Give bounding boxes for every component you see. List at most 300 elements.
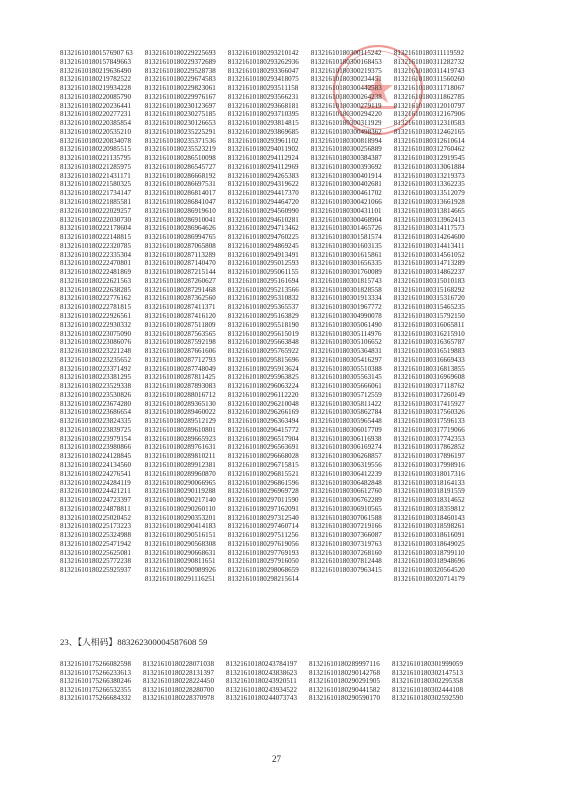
code-entry: 81321610180287563565 xyxy=(144,329,216,338)
code-entry: 81321610180294713462 xyxy=(227,224,299,233)
code-column xyxy=(392,660,463,703)
code-entry: 81321610180317560326 xyxy=(393,408,465,417)
code-entry: 81321610180314264600 xyxy=(393,233,465,242)
code-entry: 81321610180295012593 xyxy=(227,259,299,268)
code-entry: 81321610180229823061 xyxy=(144,84,216,93)
code-entry: 81321610180223686654 xyxy=(60,408,131,417)
code-entry: 81321610180223086076 xyxy=(60,338,131,347)
code-entry: 81321610180313362235 xyxy=(393,180,465,189)
code-entry: 81321610180225625081 xyxy=(60,548,131,557)
code-entry: 81321610180222781815 xyxy=(60,303,131,312)
code-entry: 81321610180290353201 xyxy=(144,513,216,522)
code-entry: 81321610180287215144 xyxy=(144,268,216,277)
code-entry: 81321610180317862852 xyxy=(393,443,465,452)
code-entry: 81321610180290414183 xyxy=(144,522,216,531)
code-entry: 81321610180224421211 xyxy=(60,487,131,496)
code-entry: 81321610180293210142 xyxy=(227,49,299,57)
code-column xyxy=(143,660,214,703)
code-entry: 81321610180220535210 xyxy=(60,127,131,136)
code-entry: 81321610180293869685 xyxy=(227,127,299,136)
code-entry: 81321610180312310583 xyxy=(393,119,465,128)
code-entry: 81321610180300393692 xyxy=(310,162,382,171)
code-entry: 81321610180294610281 xyxy=(227,215,299,224)
code-entry: 81321610180315168292 xyxy=(393,285,465,294)
code-entry: 81321610180229528738 xyxy=(144,66,216,75)
code-entry: 81321610180301815743 xyxy=(310,276,382,285)
code-entry: 81321610180286545727 xyxy=(144,162,216,171)
code-entry: 81321610180222320785 xyxy=(60,241,131,250)
code-entry: 81321610180311282732 xyxy=(393,57,465,66)
code-entry: 81321610180296563691 xyxy=(227,443,299,452)
code-list-bottom xyxy=(60,660,463,703)
code-entry: 81321610180221580325 xyxy=(60,180,131,189)
code-entry: 81321610180293814815 xyxy=(227,119,299,128)
code-entry: 81321610180305364831 xyxy=(310,347,382,356)
code-entry: 81321610180221885581 xyxy=(60,198,131,207)
code-entry: 81321610180223529338 xyxy=(60,382,131,391)
code-entry: 81321610180300256889 xyxy=(310,145,382,154)
code-column xyxy=(311,49,382,584)
code-entry: 81321610180290142768 xyxy=(309,668,380,677)
code-entry: 81321610180286964626 xyxy=(144,224,216,233)
code-entry: 81321610180306762289 xyxy=(310,496,382,505)
code-entry: 81321610180301828558 xyxy=(310,285,382,294)
code-column xyxy=(145,49,216,584)
code-entry: 81321610180294760225 xyxy=(227,233,299,242)
code-entry: 81321610180224284119 xyxy=(60,478,131,487)
code-entry: 81321610180307061588 xyxy=(310,513,382,522)
code-entry: 81321610180314117573 xyxy=(393,224,465,233)
code-entry: 81321610180223839725 xyxy=(60,425,131,434)
code-entry: 81321610180290568308 xyxy=(144,539,216,548)
code-entry: 81321610180306116938 xyxy=(310,434,382,443)
code-entry: 81321610180315465235 xyxy=(393,303,465,312)
code-entry: 81321610180223235652 xyxy=(60,355,131,364)
code-entry: 81321610180287893083 xyxy=(144,382,216,391)
code-entry: 81321610180290590170 xyxy=(309,694,380,703)
code-entry: 81321610180311560260 xyxy=(393,75,465,84)
code-entry: 81321610180229225693 xyxy=(144,49,216,57)
code-entry: 81321610180294265383 xyxy=(227,171,299,180)
code-entry: 81321610180318460143 xyxy=(393,513,465,522)
code-entry: 81321610180306482848 xyxy=(310,478,382,487)
code-entry: 81321610180228280700 xyxy=(143,685,214,694)
code-entry: 81321610180296969728 xyxy=(227,487,299,496)
code-column xyxy=(60,660,131,703)
code-entry: 81321610180301615861 xyxy=(310,250,382,259)
code-entry: 81321610180318314652 xyxy=(393,496,465,505)
code-entry: 81321610180301465726 xyxy=(310,224,382,233)
code-entry: 81321610180293262936 xyxy=(227,57,299,66)
code-entry: 81321610180304990078 xyxy=(310,311,382,320)
code-entry: 81321610180294112969 xyxy=(227,162,299,171)
code-entry: 81321610180287260627 xyxy=(144,276,216,285)
code-entry: 81321610180223530826 xyxy=(60,390,131,399)
code-entry: 81321610180220236441 xyxy=(60,101,131,110)
code-entry: 81321610180311419743 xyxy=(393,66,465,75)
code-entry: 81321610180300294220 xyxy=(310,110,382,119)
code-entry: 81321610180306910565 xyxy=(310,504,382,513)
code-entry: 81321610180223674280 xyxy=(60,399,131,408)
code-entry: 81321610180317742353 xyxy=(393,434,465,443)
code-entry: 813216101801576907 63 xyxy=(60,49,133,57)
code-entry: 81321610180300402681 xyxy=(310,180,382,189)
code-entry: 81321610180291116251 xyxy=(144,574,216,583)
code-entry: 81321610180302444108 xyxy=(392,685,463,694)
code-entry: 81321610180225925937 xyxy=(60,566,131,575)
code-entry: 81321610180300431101 xyxy=(310,206,382,215)
code-entry: 81321610180290260110 xyxy=(144,504,216,513)
code-entry: 81321610180317596133 xyxy=(393,417,465,426)
code-entry: 81321610180295615019 xyxy=(227,329,299,338)
code-entry: 81321610180302295358 xyxy=(392,677,463,686)
code-entry: 81321610180312010797 xyxy=(393,101,465,110)
code-entry: 81321610180312167906 xyxy=(393,110,465,119)
code-entry: 81321610180306612760 xyxy=(310,487,382,496)
code-entry: 81321610180300311929 xyxy=(310,119,382,128)
code-entry: 81321610180294560990 xyxy=(227,206,299,215)
code-entry: 81321610180286841047 xyxy=(144,198,216,207)
code-entry: 81321610180222621563 xyxy=(60,276,131,285)
code-list-top xyxy=(60,49,465,584)
code-entry: 81321610180287411371 xyxy=(144,303,216,312)
code-entry: 81321610180222148815 xyxy=(60,233,131,242)
code-entry: 81321610180290441582 xyxy=(309,685,380,694)
code-entry: 81321610180288016712 xyxy=(144,390,216,399)
code-entry: 81321610180297460714 xyxy=(227,522,299,531)
code-entry: 81321610180296517904 xyxy=(227,434,299,443)
code-entry: 81321610180316969608 xyxy=(393,373,465,382)
code-entry: 81321610180286919610 xyxy=(144,206,216,215)
code-entry: 81321610180243838623 xyxy=(226,668,297,677)
code-entry: 81321610180300498362 xyxy=(310,127,382,136)
code-entry: 81321610180320714179 xyxy=(393,574,465,583)
code-entry: 81321610180222776162 xyxy=(60,294,131,303)
code-entry: 81321610180221734147 xyxy=(60,189,131,198)
code-entry: 81321610180224723397 xyxy=(60,496,131,505)
code-entry: 81321610180222335304 xyxy=(60,250,131,259)
code-entry: 81321610180229674583 xyxy=(144,75,216,84)
code-entry: 81321610180318017316 xyxy=(393,469,465,478)
code-entry: 81321610180243784197 xyxy=(226,660,297,668)
code-entry: 81321610180317896197 xyxy=(393,452,465,461)
code-entry: 81321610180305106652 xyxy=(310,338,382,347)
code-entry: 81321610180228131397 xyxy=(143,668,214,677)
code-entry: 81321610180305666061 xyxy=(310,382,382,391)
code-entry: 81321610180300384387 xyxy=(310,154,382,163)
code-entry: 81321610180295518190 xyxy=(227,320,299,329)
code-entry: 81321610180307319763 xyxy=(310,539,382,548)
code-entry: 81321610180287712793 xyxy=(144,355,216,364)
code-entry: 81321610180295663848 xyxy=(227,338,299,347)
code-entry: 81321610180222030730 xyxy=(60,215,131,224)
code-entry: 81321610180286668192 xyxy=(144,171,216,180)
code-entry: 81321610180313219373 xyxy=(393,171,465,180)
code-entry: 81321610180311862785 xyxy=(393,92,465,101)
code-column xyxy=(226,660,297,703)
code-column xyxy=(309,660,380,703)
code-entry: 81321610180235225291 xyxy=(144,127,216,136)
code-entry: 81321610180301913334 xyxy=(310,294,382,303)
code-entry: 81321610180300168453 xyxy=(310,57,382,66)
code-entry: 81321610180300468904 xyxy=(310,215,382,224)
code-entry: 81321610180290291905 xyxy=(309,677,380,686)
code-entry: 81321610180223371492 xyxy=(60,364,131,373)
code-entry: 81321610180289912381 xyxy=(144,460,216,469)
code-entry: 81321610180229372689 xyxy=(144,57,216,66)
code-entry: 81321610180300421066 xyxy=(310,198,382,207)
code-entry: 81321610180222481869 xyxy=(60,268,131,277)
code-entry: 81321610180287592198 xyxy=(144,338,216,347)
code-entry: 81321610180306412239 xyxy=(310,469,382,478)
code-entry: 81321610180314713289 xyxy=(393,259,465,268)
code-entry: 81321610180286910041 xyxy=(144,215,216,224)
code-entry: 81321610180305862784 xyxy=(310,408,382,417)
code-entry: 81321610180289960870 xyxy=(144,469,216,478)
code-entry: 81321610180301656335 xyxy=(310,259,382,268)
code-entry: 81321610180317118762 xyxy=(393,382,465,391)
code-entry: 81321610180224276541 xyxy=(60,469,131,478)
code-entry: 81321610180243920511 xyxy=(226,677,297,686)
code-entry: 81321610180223980866 xyxy=(60,443,131,452)
code-entry: 81321610180222638285 xyxy=(60,285,131,294)
code-entry: 81321610180223381295 xyxy=(60,373,131,382)
code-entry: 81321610180223979154 xyxy=(60,434,131,443)
code-entry: 81321610180316519883 xyxy=(393,347,465,356)
code-entry: 81321610180287511809 xyxy=(144,320,216,329)
code-entry: 81321610180293511158 xyxy=(227,84,299,93)
code-entry: 81321610180290066965 xyxy=(144,478,216,487)
code-entry: 81321610180300818994 xyxy=(310,136,382,145)
code-entry: 81321610180318598261 xyxy=(393,522,465,531)
code-column xyxy=(228,49,299,584)
code-entry: 81321610180314862237 xyxy=(393,268,465,277)
code-entry: 81321610180313814665 xyxy=(393,206,465,215)
code-entry: 81321610180286814017 xyxy=(144,189,216,198)
code-entry: 81321610180230123697 xyxy=(144,101,216,110)
code-entry: 81321610180294011902 xyxy=(227,145,299,154)
code-entry: 81321610180289810211 xyxy=(144,452,216,461)
code-entry: 81321610180311119592 xyxy=(393,49,465,57)
code-entry: 81321610180223221248 xyxy=(60,347,131,356)
code-entry: 81321610180220277231 xyxy=(60,110,131,119)
code-entry: 81321610180287661606 xyxy=(144,347,216,356)
code-entry: 81321610180297619056 xyxy=(227,539,299,548)
code-entry: 81321610180301603135 xyxy=(310,241,382,250)
code-entry: 81321610180289665923 xyxy=(144,434,216,443)
code-entry: 81321610180315010183 xyxy=(393,276,465,285)
code-entry: 81321610180287140470 xyxy=(144,259,216,268)
code-entry: 81321610180287416120 xyxy=(144,311,216,320)
code-entry: 81321610180307812448 xyxy=(310,557,382,566)
code-entry: 81321610180287362560 xyxy=(144,294,216,303)
code-entry: 81321610180290516151 xyxy=(144,531,216,540)
code-entry: 81321610180294913491 xyxy=(227,250,299,259)
code-entry: 81321610180293668181 xyxy=(227,101,299,110)
code-entry: 81321610180221285975 xyxy=(60,162,131,171)
code-entry: 81321610180219636490 xyxy=(60,66,131,75)
code-entry: 81321610180225471942 xyxy=(60,539,131,548)
code-entry: 81321610180223824335 xyxy=(60,417,131,426)
code-entry: 81321610180312610614 xyxy=(393,136,465,145)
code-entry: 81321610180295815696 xyxy=(227,355,299,364)
code-entry: 81321610180312462165 xyxy=(393,127,465,136)
code-entry: 81321610180290668631 xyxy=(144,548,216,557)
code-entry: 81321610180302592590 xyxy=(392,694,463,703)
code-entry: 81321610180316669433 xyxy=(393,355,465,364)
code-entry: 81321610180289460022 xyxy=(144,408,216,417)
code-column xyxy=(394,49,465,584)
code-entry: 81321610180317260149 xyxy=(393,390,465,399)
code-entry: 81321610180297162091 xyxy=(227,504,299,513)
code-entry: 81321610180312760462 xyxy=(393,145,465,154)
code-entry: 81321610180300264238 xyxy=(310,92,382,101)
code-entry: 81321610180289610801 xyxy=(144,425,216,434)
code-entry: 81321610180295213566 xyxy=(227,285,299,294)
code-entry: 81321610180289997116 xyxy=(309,660,380,668)
code-entry: 81321610180312919545 xyxy=(393,154,465,163)
code-entry: 81321610180297011590 xyxy=(227,496,299,505)
code-entry: 81321610180305510388 xyxy=(310,364,382,373)
code-entry: 81321610180222029257 xyxy=(60,206,131,215)
code-entry: 81321610180295163829 xyxy=(227,311,299,320)
code-entry: 81321610180306017709 xyxy=(310,425,382,434)
code-entry: 81321610180228071038 xyxy=(143,660,214,668)
section-title: 【人相码】 xyxy=(77,637,118,647)
code-entry: 81321610180318191559 xyxy=(393,487,465,496)
code-entry: 81321610180313661928 xyxy=(393,198,465,207)
code-entry: 81321610180301581574 xyxy=(310,233,382,242)
code-entry: 81321610180297769193 xyxy=(227,548,299,557)
code-entry: 81321610180297312540 xyxy=(227,513,299,522)
code-entry: 81321610180289365130 xyxy=(144,399,216,408)
code-entry: 81321610180220385854 xyxy=(60,119,131,128)
code-entry: 81321610180287291468 xyxy=(144,285,216,294)
code-entry: 81321610180294464720 xyxy=(227,198,299,207)
code-entry: 81321610180300279119 xyxy=(310,101,382,110)
code-entry: 81321610180225173223 xyxy=(60,522,131,531)
code-entry: 81321610180221431171 xyxy=(60,171,131,180)
code-entry: 81321610180222178604 xyxy=(60,224,131,233)
code-entry: 81321610180317998916 xyxy=(393,460,465,469)
code-entry: 81321610180295161694 xyxy=(227,276,299,285)
code-entry: 81321610180286697531 xyxy=(144,180,216,189)
code-entry: 81321610180296415772 xyxy=(227,425,299,434)
code-entry: 81321610180307268160 xyxy=(310,548,382,557)
code-entry: 81321610180301999059 xyxy=(392,660,463,668)
code-entry: 81321610180223075090 xyxy=(60,329,131,338)
code-entry: 81321610180318948696 xyxy=(393,557,465,566)
code-entry: 81321610180286510098 xyxy=(144,154,216,163)
code-entry: 81321610175266380246 xyxy=(60,677,131,686)
code-entry: 81321610180316065811 xyxy=(393,320,465,329)
code-entry: 81321610180220834078 xyxy=(60,136,131,145)
code-entry: 81321610180289512129 xyxy=(144,417,216,426)
code-entry: 81321610180219782522 xyxy=(60,75,131,84)
code-entry: 81321610180300461702 xyxy=(310,189,382,198)
code-entry: 81321610180220085790 xyxy=(60,92,131,101)
code-entry: 81321610180286994765 xyxy=(144,233,216,242)
code-entry: 81321610180297511256 xyxy=(227,531,299,540)
code-entry: 81321610180306268857 xyxy=(310,452,382,461)
code-entry: 81321610180313962413 xyxy=(393,215,465,224)
code-entry: 81321610180296063224 xyxy=(227,382,299,391)
code-entry: 81321610180293418075 xyxy=(227,75,299,84)
code-entry: 81321610175266082598 xyxy=(60,660,131,668)
code-entry: 81321610180287748049 xyxy=(144,364,216,373)
code-entry: 81321610180219934228 xyxy=(60,84,131,93)
code-entry: 81321610180244073743 xyxy=(226,694,297,703)
code-entry: 81321610180313061884 xyxy=(393,162,465,171)
code-entry: 81321610180300219375 xyxy=(310,66,382,75)
code-entry: 81321610180305061490 xyxy=(310,320,382,329)
code-entry: 81321610180296266169 xyxy=(227,408,299,417)
code-entry: 81321610180293961102 xyxy=(227,136,299,145)
code-entry: 81321610180235523219 xyxy=(144,145,216,154)
code-entry: 81321610180225324988 xyxy=(60,531,131,540)
code-entry: 81321610180307219166 xyxy=(310,522,382,531)
code-entry: 81321610180305811422 xyxy=(310,399,382,408)
code-entry: 81321610180293710395 xyxy=(227,110,299,119)
code-entry: 81321610180294417370 xyxy=(227,189,299,198)
code-entry: 81321610180287113289 xyxy=(144,250,216,259)
code-entry: 81321610175266233613 xyxy=(60,668,131,677)
code-entry: 81321610180222926561 xyxy=(60,311,131,320)
code-entry: 81321610180293366047 xyxy=(227,66,299,75)
code-entry: 81321610180228224450 xyxy=(143,677,214,686)
code-entry: 81321610180225772238 xyxy=(60,557,131,566)
code-entry: 81321610180229976167 xyxy=(144,92,216,101)
code-entry: 81321610180298068659 xyxy=(227,566,299,575)
code-entry: 81321610180317719066 xyxy=(393,425,465,434)
page-number: 27 xyxy=(272,754,281,764)
code-entry: 81321610180305712559 xyxy=(310,390,382,399)
code-entry: 81321610180295963825 xyxy=(227,373,299,382)
code-entry: 81321610180296815521 xyxy=(227,469,299,478)
code-entry: 81321610180311718067 xyxy=(393,84,465,93)
code-entry: 81321610180313512079 xyxy=(393,189,465,198)
code-entry: 81321610180307963415 xyxy=(310,566,382,575)
code-entry: 81321610180315316720 xyxy=(393,294,465,303)
code-entry: 81321610180305965448 xyxy=(310,417,382,426)
code-column xyxy=(60,49,133,584)
code-entry: 81321610180301967772 xyxy=(310,303,382,312)
code-entry: 81321610180306319556 xyxy=(310,460,382,469)
code-entry: 81321610180305563145 xyxy=(310,373,382,382)
code-entry: 81321610180302147513 xyxy=(392,668,463,677)
code-entry: 81321610180294319622 xyxy=(227,180,299,189)
code-entry: 81321610180222930332 xyxy=(60,320,131,329)
code-entry: 81321610180301760089 xyxy=(310,268,382,277)
code-entry: 81321610180305114976 xyxy=(310,329,382,338)
code-entry: 81321610180320564520 xyxy=(393,566,465,575)
code-entry: 81321610180235371536 xyxy=(144,136,216,145)
code-entry: 81321610175266532355 xyxy=(60,685,131,694)
section-code: 883262300004587608 59 xyxy=(117,637,208,647)
code-entry: 81321610175266684332 xyxy=(60,694,131,703)
code-entry: 81321610180230275185 xyxy=(144,110,216,119)
code-entry: 81321610180221135795 xyxy=(60,154,131,163)
code-entry: 81321610180300442583 xyxy=(310,84,382,93)
code-entry: 81321610180293566231 xyxy=(227,92,299,101)
code-entry: 81321610180305416297 xyxy=(310,355,382,364)
code-entry: 81321610180224134560 xyxy=(60,460,131,469)
code-entry: 81321610180230126653 xyxy=(144,119,216,128)
code-entry: 81321610180222470801 xyxy=(60,259,131,268)
code-entry: 81321610180298215614 xyxy=(227,574,299,583)
code-entry: 81321610180316813855 xyxy=(393,364,465,373)
code-entry: 81321610180295310832 xyxy=(227,294,299,303)
